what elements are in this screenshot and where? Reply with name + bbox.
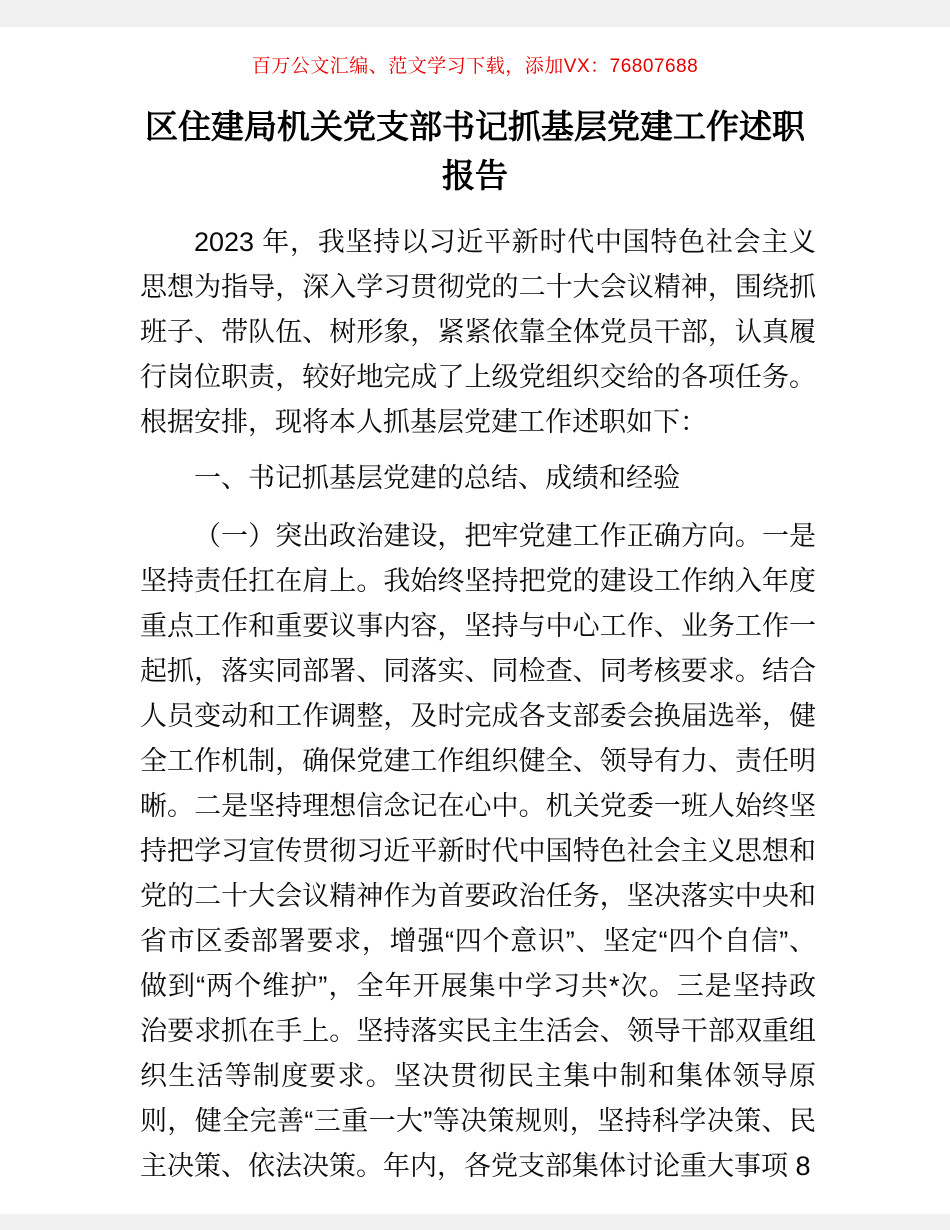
watermark-text: 百万公文汇编、范文学习下载，添加VX：76807688 bbox=[251, 56, 699, 77]
document-page bbox=[0, 27, 950, 1214]
section-heading-1: 一、书记抓基层党建的总结、成绩和经验 bbox=[194, 463, 680, 493]
paragraph-section-1: （一）突出政治建设，把牢党建工作正确方向。一是坚持责任扛在肩上。我始终坚持把党的建设工作纳入年度重点工作和重要议事内容，坚持与中心工作、业务工作一起抓，落实同部署、同落实、同检查、同考核要求。结合人员变动和工作调整，及时完成各支部委会换届选举，健全工作机制，确保党建工作组织健全、领导有力、责任明晰。二是坚持理想信念记在心中。机关党委一班人始终坚持把学习宣传贯彻习近平新时代中国特色社会主义思想和党的二十大会议精神作为首要政治任务，坚决落实中央和省市区委部署要求，增强“四个意识”、坚定“四个自信”、做到“两个维护”，全年开展集中学习共*次。三是坚持政治要求抓在手上。坚持落实民主生活会、领导干部双重组织生活等制度要求。坚决贯彻民主集中制和集体领导原则，健全完善“三重一大”等决策规则，坚持科学决策、民主决策、依法决策。年内，各党支部集体讨论重大事项 8 bbox=[140, 521, 816, 1181]
paragraph-intro: 2023 年，我坚持以习近平新时代中国特色社会主义思想为指导，深入学习贯彻党的二十大会议精神，围绕抓班子、带队伍、树形象，紧紧依靠全体党员干部，认真履行岗位职责，较好地完成了上级党组织交给的各项任务。根据安排，现将本人抓基层党建工作述职如下： bbox=[140, 227, 816, 437]
document-body bbox=[140, 220, 816, 1189]
document-title: 区住建局机关党支部书记抓基层党建工作述职报告 bbox=[145, 108, 805, 194]
viewer-top-bar bbox=[0, 0, 950, 27]
viewer-bottom-bar bbox=[0, 1214, 950, 1230]
